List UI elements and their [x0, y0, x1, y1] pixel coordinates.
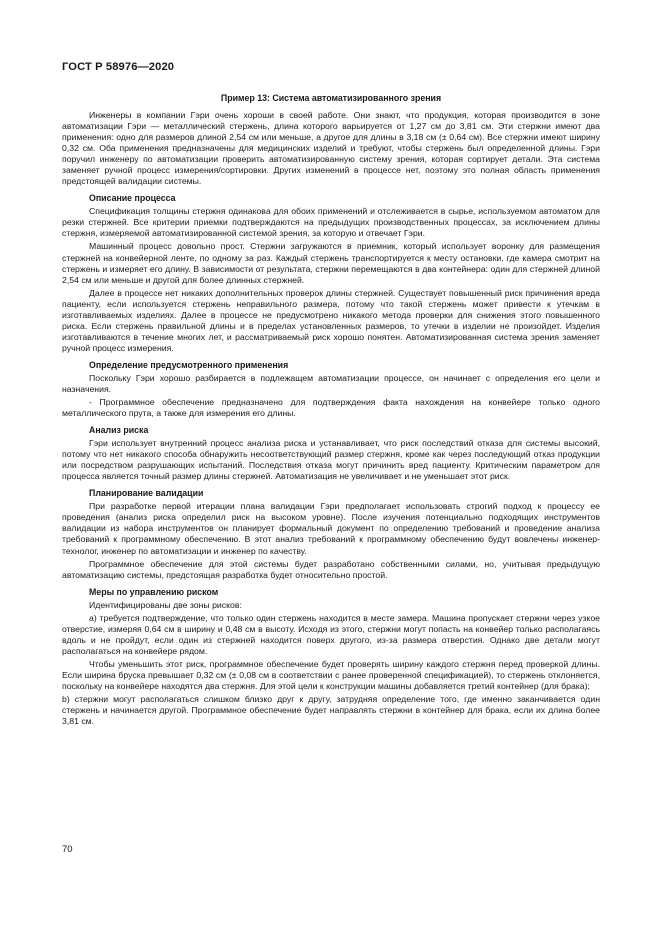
section-heading-process-description: Описание процесса	[89, 193, 176, 204]
paragraph: а) требуется подтверждение, что только один стержень находится в месте замера. Машина пропускает стержни через узкое отверстие, измеряя 0,64 см в ширину и 0,48 см в высоту. Исходя из этого, стержни могут попасть на конвейер только располагаясь вдоль и не пройдут, если один из стержней находится поверх другого, из-за размера отверстия. Однако две детали могут располагаться на конвейере рядом.	[62, 612, 600, 656]
page-number: 70	[62, 844, 73, 855]
example-title: Пример 13: Система автоматизированного зрения	[220, 93, 442, 103]
paragraph: b) стержни могут располагаться слишком близко друг к другу, затрудняя определение того, где именно заканчивается один стержень и начинается другой. Программное обеспечение будет направлять стержни в контейнер для брака, если их длина более 3,81 см.	[62, 694, 600, 727]
paragraph: Поскольку Гэри хорошо разбирается в подлежащем автоматизации процессе, он начинает с определения его цели и назначения.	[62, 372, 600, 394]
paragraph: Программное обеспечение для этой системы будет разработано собственными силами, но, учитывая предыдущую автоматизацию системы, предстоящая разработка будет относительно простой.	[62, 558, 600, 580]
paragraph: Идентифицированы две зоны рисков:	[89, 599, 242, 610]
section-heading-risk-analysis: Анализ риска	[89, 425, 149, 436]
paragraph: Далее в процессе нет никаких дополнительных проверок длины стержней. Существует повышенный риск причинения вреда пациенту, если используется стержень неправильного размера, потому что такой стержень может привести к утечкам в изготавливаемых изделиях. Далее в процессе не предусмотрено никакого метода проверки для снижения этого повышенного риска. Если стержень правильной длины и в пределах установленных размеров, то утечки в изделии не произойдет. Изделия изготавливаются в течение многих лет, и рассматриваемый риск хорошо понятен. Автоматизированная система зрения заменяет ручной процесс измерения.	[62, 287, 600, 353]
document-body	[62, 92, 600, 729]
section-heading-validation-planning: Планирование валидации	[89, 488, 204, 499]
section-heading-intended-use: Определение предусмотренного применения	[89, 359, 289, 370]
paragraph: - Программное обеспечение предназначено для подтверждения факта нахождения на конвейере только одного металлического прута, а также для измерения его длины.	[62, 397, 600, 419]
paragraph: Машинный процесс довольно прост. Стержни загружаются в приемник, который использует воронку для размещения стержней на конвейерной ленте, по одному за раз. Каждый стержень транспортируется к месту остановки, где камера смотрит на стержень и измеряет его длину. В зависимости от результата, стержни перемещаются в два контейнера: один для стержней длиной 2,54 см или меньше и другой для более длинных стержней.	[62, 241, 600, 285]
standard-header: ГОСТ Р 58976—2020	[62, 61, 175, 73]
section-heading-risk-control: Меры по управлению риском	[89, 586, 219, 597]
paragraph: Гэри использует внутренний процесс анализа риска и устанавливает, что риск последствий отказа для системы высокий, потому что нет никакого способа обнаружить несоответствующий размер стержня, кроме как через последующий отказ продукции или посредством разрушающих испытаний. Последствия отказа могут причинить вред пациенту. Критическим параметром для процесса является точный размер длины стержней. Автоматизация не увеличивает и не уменьшает этот риск.	[62, 438, 600, 482]
intro-paragraph: Инженеры в компании Гэри очень хороши в своей работе. Они знают, что продукция, которая производится в зоне автоматизации Гэри — металлический стержень, длина которого варьируется от 1,27 см до 3,81 см. Эти стержни имеют два применения: одно для размеров длиной 2,54 см или меньше, а другое для длины в 3,18 см (± 0,64 см). Все стержни имеют ширину 0,32 см. Оба применения предназначены для медицинских изделий и требуют, чтобы стержень был определенной длины. Гэри поручил инженеру по автоматизации проверить автоматизированную систему зрения, которая сортирует детали. Эта система заменяет ручной процесс измерения/сортировки. Других изменений в процессе нет, поэтому это полная область применения предстоящей валидации системы.	[62, 110, 600, 187]
paragraph: Чтобы уменьшить этот риск, программное обеспечение будет проверять ширину каждого стержня перед проверкой длины. Если ширина бруска превышает 0,32 см (± 0,08 см в соответствии с ранее проверенной спецификацией), то стержень отклоняется, поскольку на конвейере находятся два стержня. Для этой цели к конструкции машины добавляется третий контейнер (для брака);	[62, 658, 600, 691]
paragraph: Спецификация толщины стержня одинакова для обоих применений и отслеживается в сырье, используемом автоматом для резки стержней. Все критерии приемки подтверждаются на предыдущих производственных процессах, за исключением длины стержня, измеряемой автоматизированной системой зрения, за которую и отвечает Гэри.	[62, 206, 600, 239]
paragraph: При разработке первой итерации плана валидации Гэри предполагает использовать строгий подход к процессу ее проведения (анализ риска определил риск на высоком уровне). После изучения потенциально подходящих инструментов валидации из набора инструментов он планирует формальный документ по определению требований и проведение анализа требований к программному обеспечению. В этот анализ требований к программному обеспечению будут вовлечены инженер-технолог, инженер по автоматизации и инженер по качеству.	[62, 501, 600, 556]
